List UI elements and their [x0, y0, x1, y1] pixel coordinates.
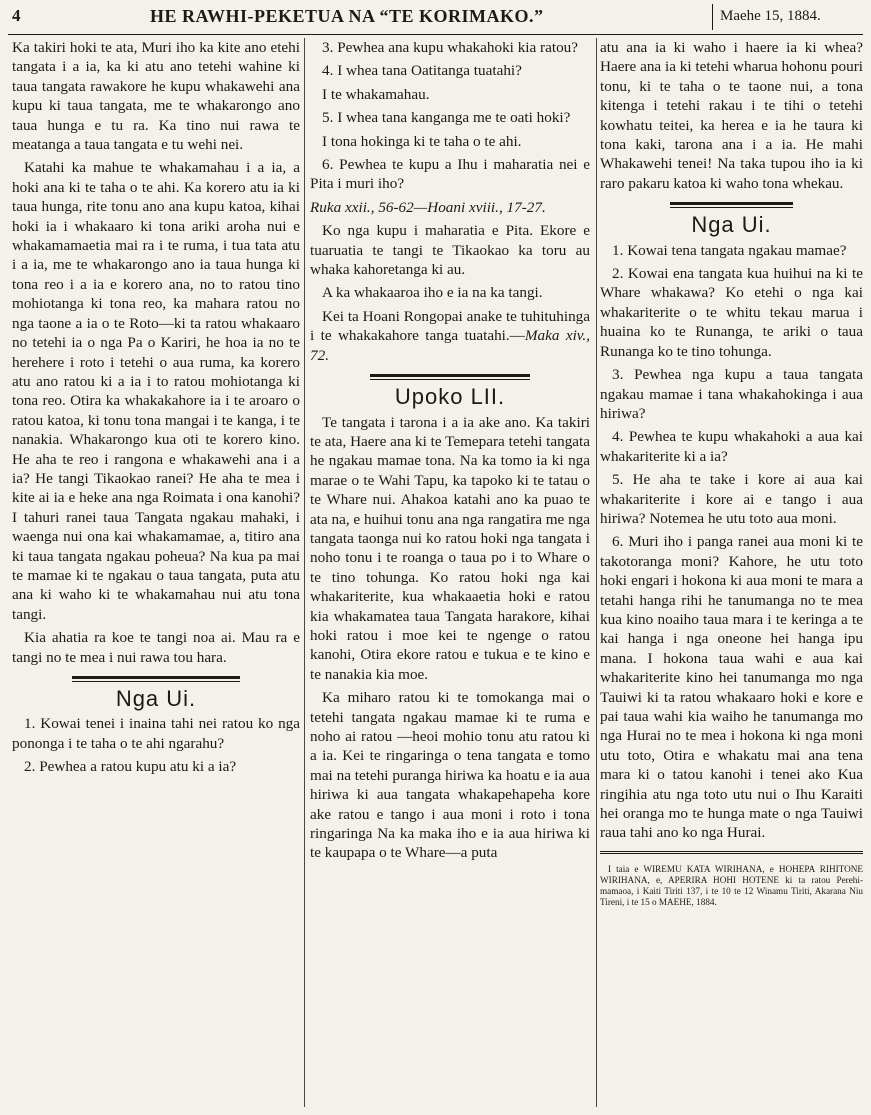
paragraph: Kia ahatia ra koe te tangi noa ai. Mau ra e tangi no te mea i nui rawa tou hara. — [12, 629, 300, 666]
question: 1. Kowai tenei i inaina tahi nei ratou ko nga pononga i te taha o te ahi ngarahu? — [12, 715, 300, 752]
header-rule — [8, 34, 863, 35]
chapter-heading: Upoko LII. — [394, 384, 506, 410]
paragraph: Ka takiri hoki te ata, Muri iho ka kite ano etehi tangata i a ia, ka ki atu ano tetehi wahine ki taua tangata rawakore he kupu whakawehi ana kupu ki taua tangata, me te whakarongo ano taua hunga e tu ra. Ka tino nui rawa te meatanga a taua tangata e tu wehi nei. — [12, 39, 300, 154]
answer: I te whakamahau. — [322, 85, 430, 103]
question: 4. Pewhea te kupu whakahoki a aua kai whakariterite ki a ia? — [600, 428, 863, 465]
question: 1. Kowai tena tangata ngakau mamae? — [612, 241, 847, 259]
question: 5. I whea tana kanganga me te oati hoki? — [322, 109, 571, 127]
scripture-reference: Maka xiv., 72. — [310, 327, 591, 364]
question: 3. Pewhea nga kupu a taua tangata ngakau mamae i tana whakahokinga i aua hiriwa? — [600, 366, 863, 422]
column-3 — [600, 38, 863, 908]
issue-date: Maehe 15, 1884. — [720, 8, 821, 24]
section-heading: Nga Ui. — [115, 686, 197, 711]
paragraph: Ko nga kupu i maharatia e Pita. Ekore e tuaruatia te tangi te Tikaokao ka toru au whaka kahoretanga ki au. — [310, 222, 590, 279]
section-divider — [310, 371, 590, 383]
paragraph: Katahi ka mahue te whakamahau i a ia, a hoki ana ki te taha o te ahi. Ka korero atu ia ki taua hunga, rite tonu ano ana kupu katoa, kihai hoki ia i whakaaro ki tona ariki aroha nui e whakamamaetia mai ra i te ruma, i tua tata atu i a ia, me te whakarongo ano ia taua hunga ki tona reo i a ia e korero ana, no to ratou tino mohiotanga ki tona reo, ka mahara ratou no nga taone a ia o te Roto—ki ta ratou whakaaro no tetehi ia o nga Pa o Kariri, he hoa ia no te herehere i roto i tetehi o aua ruma, ka korero atu ano ratou ki a ia i to ratou mohiotanga ki tona reo. Otira ka whakakahore ia i te aroaro o ratou katoa, ki tonu tona mangai i te kanga, i te nanakia. Whakarongo kua oti te korero kino. He aha te reo i rangona e whakawehi ana i a ia? He tangi Tikaokao ranei? He aha te mea i kite ai ia e heke ana nga Roimata i ona kanohi? I tahuri ranei taua Tangata ngakau mahaki, i waenga nui ona kai whakamamae, a, titiro ana ki taua tangata ngakau poheua? Na kua pa mai te mamae ki te ngakau o taua tangata, puta atu ana ki waho ki te whakamahau nui atu tona tangi. — [12, 159, 300, 623]
question: 5. He aha te take i kore ai aua kai whakariterite i kore ai e tango i aua hiriwa? Notemea he utu toto aua moni. — [600, 471, 863, 527]
paragraph: Ka miharo ratou ki te tomokanga mai o tetehi tangata ngakau mamae ki te ruma e noho ai ratou —heoi mohio tonu atu ratou ki a ia. Kei te ringaringa o tena tangata e tomo mai na tetehi puranga hiriwa ka hoatu e ia aua hiriwa ki aua tangata whakapehapeha kore ake ratou e tango i aua moni i roto i tona ringaringa Na ka maka iho e ia aua hiriwa ki te kaupapa o te Whare—a puta — [310, 689, 590, 862]
question: 2. Kowai ena tangata kua huihui na ki te Whare whakawa? Ko etehi o nga kai whakariterite o te whitu tekau marua i huaina ko te Runanga, te ariki o taua Runanga ko te tino tohunga. — [600, 265, 863, 360]
scripture-reference: Ruka xxii., 56-62—Hoani xviii., 17-27. — [310, 198, 546, 216]
column-divider-2 — [596, 38, 597, 1107]
paragraph: A ka whakaaroa iho e ia na ka tangi. — [322, 284, 543, 302]
paragraph: Te tangata i tarona i a ia ake ano. Ka takiri te ata, Haere ana ki te Temepara tetehi tangata he ngakau mamae tona. Na ka tomo ia ki nga marae o te Wahi Tapu, ka tapoko ki te tatau o te Whare nui. Ahakoa katahi ano ka puao te ata na, e huihui tonu ana nga rangatira me nga tangata taonga nui ko ratou hoki nga tangata i noho tonu i te roanga o taua po i to Whare o te tino tohunga. Ko ratou hoki nga kai whakariterite, kua whakaaetia hoki e ratou kia whakamatea taua Tangata harakore, kihai hoki ratou i moe kei te ngenge o ratou kanohi, Otira ekore ratou e tukua e te kino e te nanakia kia moe. — [310, 413, 591, 683]
page-header — [0, 0, 871, 38]
section-divider — [600, 199, 863, 211]
question: 2. Pewhea a ratou kupu atu ki a ia? — [24, 758, 237, 776]
footnote-rule — [600, 851, 863, 858]
question: 4. I whea tana Oatitanga tuatahi? — [322, 62, 522, 80]
question: 3. Pewhea ana kupu whakahoki kia ratou? — [322, 39, 578, 56]
printer-imprint — [600, 864, 863, 908]
paragraph-text: Kei ta Hoani Rongopai anake te tuhituhinga i te whakakahore tanga tuatahi.— — [310, 307, 590, 345]
section-divider — [12, 673, 300, 685]
question: 6. Muri iho i panga ranei aua moni ki te takotoranga moni? Kahore, he utu toto hoki engari i hokona ki aua moni te mara a tetahi hanga rihi he tanumanga no te mea kua kino noaiho taua mara i te keringa a te kai hanga i nga oneone hei hanga ipu mana. I hokona taua wahi e aua kai whakariterite kino hei tanumanga mo nga Tauiwi ki ta ratou whakaaro hoki e kore e pai taua wahi kia waiho he tanumanga mo nga Hurai no te mea i hokona ki nga moni utu toto, Otira e whakatu mai ana tena mara ki o tatou kanohi i tenei ako Kua ringihia atu nga toto utu nui o Ihu Karaiti hei oranga mo te hunga mate o nga Tauiwi raua tahi ano ko nga Hurai. — [600, 533, 863, 842]
column-2 — [310, 38, 590, 863]
page-number: 4 — [12, 6, 21, 25]
column-divider-1 — [304, 38, 305, 1107]
publication-title: HE RAWHI-PEKETUA NA “TE KORIMAKO.” — [150, 6, 544, 26]
imprint-text: I taia e WIREMU KATA WIRIHANA, e HOHEPA RIHITONE WIRIHANA, e, APERIRA HOHI HOTENE ki ta ratou Perehi-mamaoa, i Kaiti Tiriti 137, i te 10 te 12 Winamu Tiriti, Akarana Niu Tireni, i te 15 o MAEHE, 1884. — [600, 863, 863, 907]
section-heading: Nga Ui. — [691, 212, 772, 238]
paragraph — [310, 307, 590, 365]
question: 6. Pewhea te kupu a Ihu i maharatia nei e Pita i muri iho? — [310, 156, 590, 193]
paragraph: atu ana ia ki waho i haere ia ki whea? Haere ana ia ki tetehi wharua hohonu pouri tonu, ki te taha o te taone nui, a tona kitenga i tetehi rakau i te tihi o tetehi kowhatu teitei, ka herea e ia he taura ki tona kaki, tarona ana i a ia. He mahi Whakawehi tenei! Na taka tupou iho ia ki raro pakaru katoa ki waho tona whekau. — [600, 39, 863, 192]
column-1 — [12, 38, 300, 777]
answer: I tona hokinga ki te taha o te ahi. — [322, 132, 522, 150]
